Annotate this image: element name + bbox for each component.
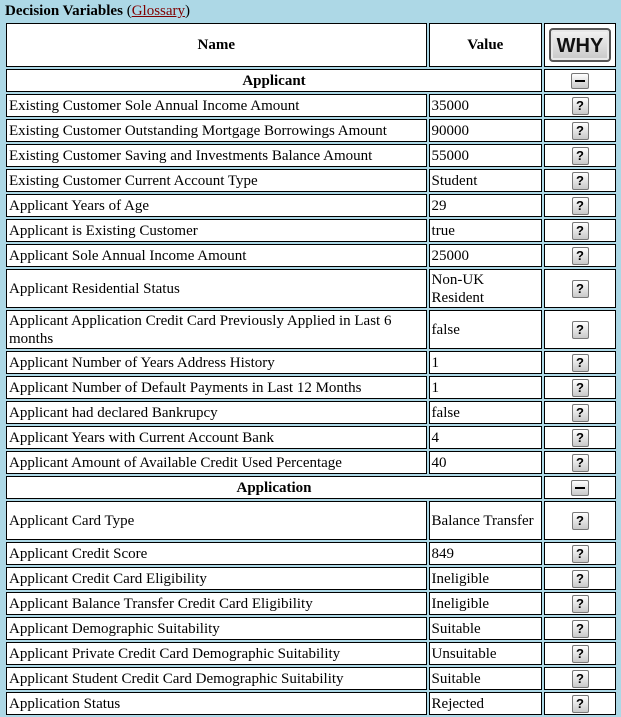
help-question-icon[interactable]: ? [572, 321, 589, 339]
help-question-icon[interactable]: ? [572, 645, 589, 663]
table-row [6, 351, 616, 374]
help-cell [544, 642, 616, 665]
variable-name: Applicant Student Credit Card Demographic Suitability [6, 667, 427, 690]
help-cell [544, 269, 616, 308]
table-row [6, 501, 616, 540]
open-paren: ( [126, 3, 132, 19]
table-row [6, 269, 616, 308]
variable-value: Unsuitable [429, 642, 542, 665]
variable-name: Applicant Balance Transfer Credit Card Eligibility [6, 592, 427, 615]
section-collapse-cell [544, 69, 616, 92]
variable-value: 849 [429, 542, 542, 565]
variable-value: true [429, 219, 542, 242]
variable-value: Ineligible [429, 567, 542, 590]
variable-value: Rejected [429, 692, 542, 715]
section-title: Application [6, 476, 542, 499]
variable-name: Applicant Card Type [6, 501, 427, 540]
help-question-icon[interactable]: ? [572, 429, 589, 447]
section-collapse-cell [544, 476, 616, 499]
help-question-icon[interactable]: ? [572, 512, 589, 530]
help-cell [544, 219, 616, 242]
section-title: Applicant [6, 69, 542, 92]
table-row [6, 592, 616, 615]
help-cell [544, 144, 616, 167]
help-question-icon[interactable]: ? [572, 147, 589, 165]
help-question-icon[interactable]: ? [572, 354, 589, 372]
variable-value: Student [429, 169, 542, 192]
help-question-icon[interactable]: ? [572, 670, 589, 688]
collapse-icon[interactable] [571, 73, 589, 89]
help-cell [544, 501, 616, 540]
help-question-icon[interactable]: ? [572, 570, 589, 588]
section-row-application [6, 476, 616, 499]
help-cell [544, 119, 616, 142]
variable-value: Balance Transfer [429, 501, 542, 540]
variable-value: false [429, 310, 542, 349]
variable-name: Applicant Residential Status [6, 269, 427, 308]
variable-name: Applicant Private Credit Card Demographic Suitability [6, 642, 427, 665]
table-row [6, 194, 616, 217]
help-question-icon[interactable]: ? [572, 620, 589, 638]
table-row [6, 401, 616, 424]
variable-name: Applicant Credit Card Eligibility [6, 567, 427, 590]
variable-name: Applicant Application Credit Card Previously Applied in Last 6 months [6, 310, 427, 349]
decision-variables-table [4, 21, 618, 717]
variable-value: Ineligible [429, 592, 542, 615]
table-row [6, 667, 616, 690]
variable-name: Applicant is Existing Customer [6, 219, 427, 242]
variable-value: 40 [429, 451, 542, 474]
section-row-applicant [6, 69, 616, 92]
variable-name: Applicant Number of Years Address History [6, 351, 427, 374]
variable-name: Existing Customer Sole Annual Income Amount [6, 94, 427, 117]
help-question-icon[interactable]: ? [572, 97, 589, 115]
help-question-icon[interactable]: ? [572, 545, 589, 563]
table-row [6, 617, 616, 640]
help-question-icon[interactable]: ? [572, 247, 589, 265]
glossary-link[interactable]: Glossary [131, 3, 186, 19]
variable-name: Applicant Years with Current Account Bank [6, 426, 427, 449]
help-cell [544, 351, 616, 374]
variable-value: Non-UK Resident [429, 269, 542, 308]
variable-name: Applicant Amount of Available Credit Used Percentage [6, 451, 427, 474]
help-cell [544, 692, 616, 715]
variable-name: Application Status [6, 692, 427, 715]
variable-value: 35000 [429, 94, 542, 117]
help-question-icon[interactable]: ? [572, 695, 589, 713]
help-question-icon[interactable]: ? [572, 595, 589, 613]
help-question-icon[interactable]: ? [572, 197, 589, 215]
variable-name: Existing Customer Saving and Investments Balance Amount [6, 144, 427, 167]
help-question-icon[interactable]: ? [572, 222, 589, 240]
help-cell [544, 310, 616, 349]
table-header-row [6, 23, 616, 67]
table-row [6, 94, 616, 117]
help-cell [544, 376, 616, 399]
variable-value: 1 [429, 351, 542, 374]
variable-value: 1 [429, 376, 542, 399]
variable-value: 55000 [429, 144, 542, 167]
variable-value: Suitable [429, 617, 542, 640]
variable-value: 29 [429, 194, 542, 217]
variable-name: Applicant Credit Score [6, 542, 427, 565]
help-question-icon[interactable]: ? [572, 379, 589, 397]
variable-name: Applicant had declared Bankrupcy [6, 401, 427, 424]
close-paren: ) [185, 3, 191, 19]
table-row [6, 310, 616, 349]
help-question-icon[interactable]: ? [572, 454, 589, 472]
variable-name: Applicant Number of Default Payments in Last 12 Months [6, 376, 427, 399]
page-header [0, 0, 621, 22]
variable-name: Existing Customer Current Account Type [6, 169, 427, 192]
help-question-icon[interactable]: ? [572, 404, 589, 422]
help-question-icon[interactable]: ? [572, 172, 589, 190]
table-row [6, 567, 616, 590]
why-cell [544, 23, 616, 67]
value-column-header: Value [429, 23, 542, 67]
help-cell [544, 426, 616, 449]
help-cell [544, 542, 616, 565]
table-row [6, 642, 616, 665]
help-cell [544, 451, 616, 474]
table-row [6, 244, 616, 267]
table-row [6, 692, 616, 715]
help-cell [544, 617, 616, 640]
variable-name: Applicant Sole Annual Income Amount [6, 244, 427, 267]
variable-value: 25000 [429, 244, 542, 267]
variable-value: 4 [429, 426, 542, 449]
table-row [6, 451, 616, 474]
variable-name: Applicant Demographic Suitability [6, 617, 427, 640]
table-row [6, 376, 616, 399]
help-question-icon[interactable]: ? [572, 280, 589, 298]
help-cell [544, 567, 616, 590]
collapse-icon[interactable] [571, 480, 589, 496]
variable-name: Existing Customer Outstanding Mortgage Borrowings Amount [6, 119, 427, 142]
table-row [6, 169, 616, 192]
table-row [6, 542, 616, 565]
help-cell [544, 667, 616, 690]
page-title: Decision Variables [5, 3, 123, 19]
variable-value: 90000 [429, 119, 542, 142]
table-row [6, 119, 616, 142]
help-cell [544, 194, 616, 217]
why-button[interactable]: WHY [549, 28, 611, 62]
help-cell [544, 94, 616, 117]
help-cell [544, 169, 616, 192]
help-cell [544, 401, 616, 424]
help-question-icon[interactable]: ? [572, 122, 589, 140]
variable-name: Applicant Years of Age [6, 194, 427, 217]
table-row [6, 219, 616, 242]
help-cell [544, 592, 616, 615]
name-column-header: Name [6, 23, 427, 67]
table-row [6, 426, 616, 449]
help-cell [544, 244, 616, 267]
table-row [6, 144, 616, 167]
variable-value: Suitable [429, 667, 542, 690]
variable-value: false [429, 401, 542, 424]
